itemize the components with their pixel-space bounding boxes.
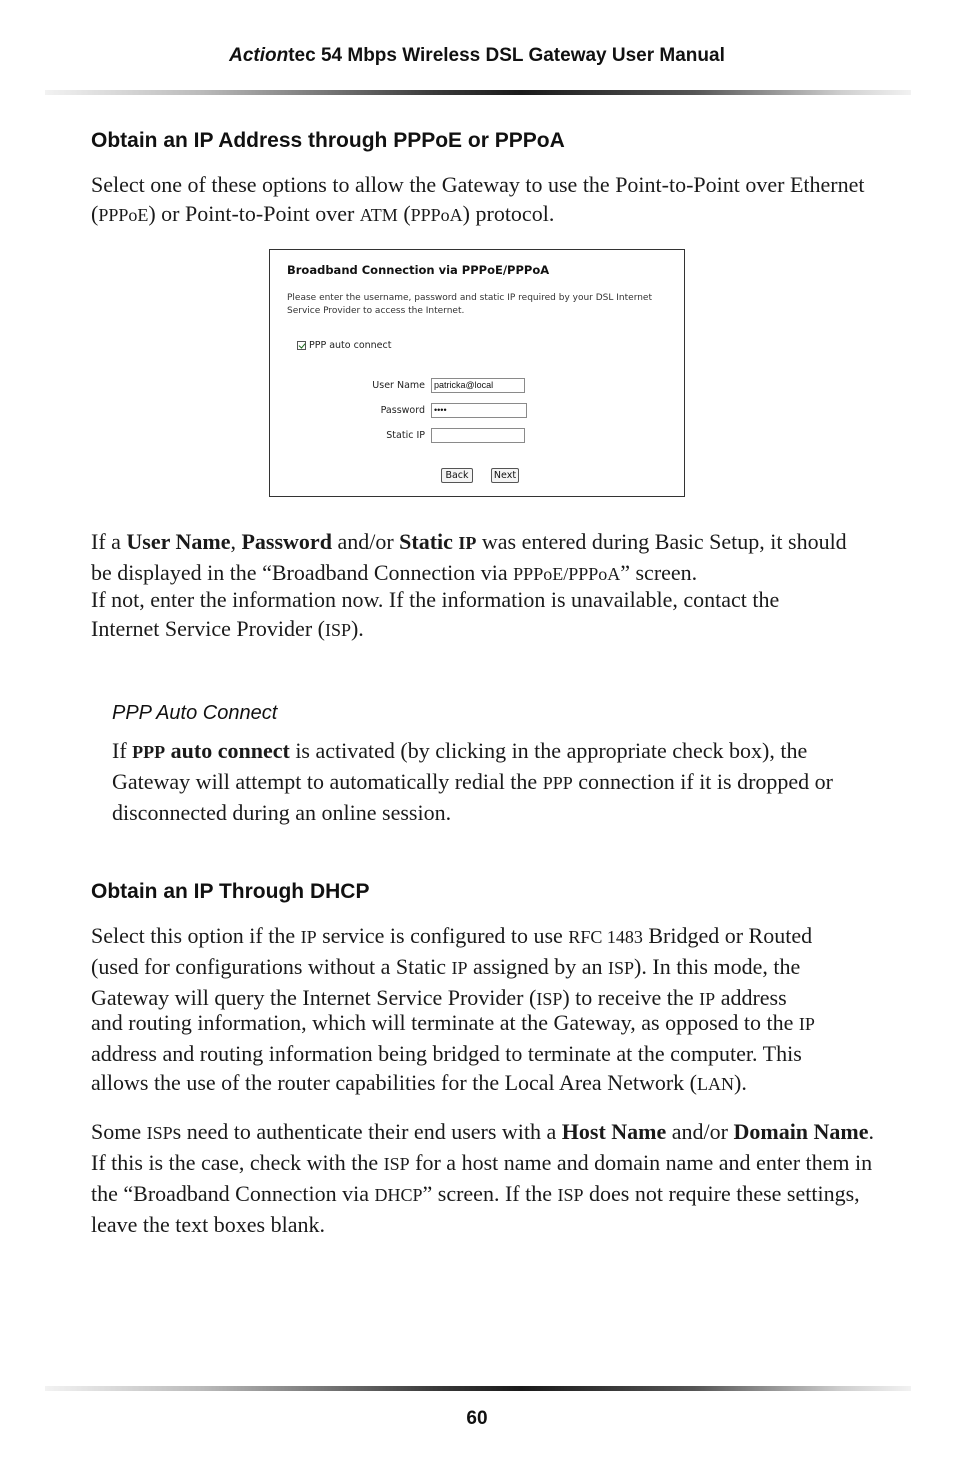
- ppp-auto-connect-checkbox[interactable]: [297, 341, 306, 350]
- ppp-auto-connect-paragraph: If PPP auto connect is activated (by clicking in the appropriate check box), the Gateway will attempt to automatically redial the PPP connection if it is dropped or disconnected during an online session.: [112, 738, 834, 825]
- footer-divider: [45, 1386, 911, 1391]
- back-button[interactable]: Back: [441, 468, 473, 483]
- credentials-paragraph-line1: If a User Name, Password and/or Static IP was entered during Basic Setup, it should be displayed in the “Broadband Connection via PPPoE/PPPoA” screen.: [91, 529, 847, 585]
- password-label: Password: [380, 405, 425, 416]
- ppp-auto-connect-label: PPP auto connect: [309, 340, 392, 351]
- page-number: 60: [466, 1408, 488, 1429]
- figure-title: Broadband Connection via PPPoE/PPPoA: [287, 263, 550, 277]
- manual-title-text: tec 54 Mbps Wireless DSL Gateway User Manual: [288, 45, 725, 66]
- section-heading-pppoe: Obtain an IP Address through PPPoE or PPPoA: [91, 129, 565, 152]
- figure-description: Please enter the username, password and static IP required by your DSL Internet Service Provider to access the Internet.: [287, 293, 653, 316]
- static-ip-input[interactable]: [431, 428, 525, 443]
- header-divider: [45, 90, 911, 95]
- next-button[interactable]: Next: [491, 468, 519, 483]
- static-ip-label: Static IP: [386, 430, 425, 441]
- ppp-auto-connect-checkbox-row[interactable]: [297, 340, 391, 351]
- dhcp-paragraph-part2: and routing information, which will terminate at the Gateway, as opposed to the IP address and routing information being bridged to terminate at the computer. This allows the use of the router capabilities for the Local Area Network (LAN).: [91, 1010, 815, 1095]
- broadband-connection-screenshot: [269, 249, 685, 497]
- dhcp-paragraph-part1: Select this option if the IP service is configured to use RFC 1483 Bridged or Routed (used for configurations without a Static IP assigned by an ISP). In this mode, the Gateway will query the Internet Service Provider (ISP) to receive the IP address: [91, 923, 813, 1010]
- section-heading-dhcp: Obtain an IP Through DHCP: [91, 880, 370, 903]
- manual-title: [0, 45, 954, 67]
- user-name-label: User Name: [372, 380, 425, 391]
- user-name-input[interactable]: patricka@local: [431, 378, 525, 393]
- credentials-paragraph-line2: If not, enter the information now. If the information is unavailable, contact the Internet Service Provider (ISP).: [91, 587, 780, 641]
- ppp-auto-connect-heading: PPP Auto Connect: [112, 702, 278, 724]
- pppoe-intro-paragraph: Select one of these options to allow the Gateway to use the Point-to-Point over Ethernet (PPPoE) or Point-to-Point over ATM (PPPoA) protocol.: [91, 172, 865, 226]
- brand-name: Action: [229, 45, 289, 66]
- host-domain-paragraph: Some ISPs need to authenticate their end users with a Host Name and/or Domain Name. If this is the case, check with the ISP for a host name and domain name and enter them in the “Broadband Connection via DHCP” screen. If the ISP does not require these settings, leave the text boxes blank.: [91, 1119, 875, 1237]
- password-input[interactable]: ••••: [431, 403, 527, 418]
